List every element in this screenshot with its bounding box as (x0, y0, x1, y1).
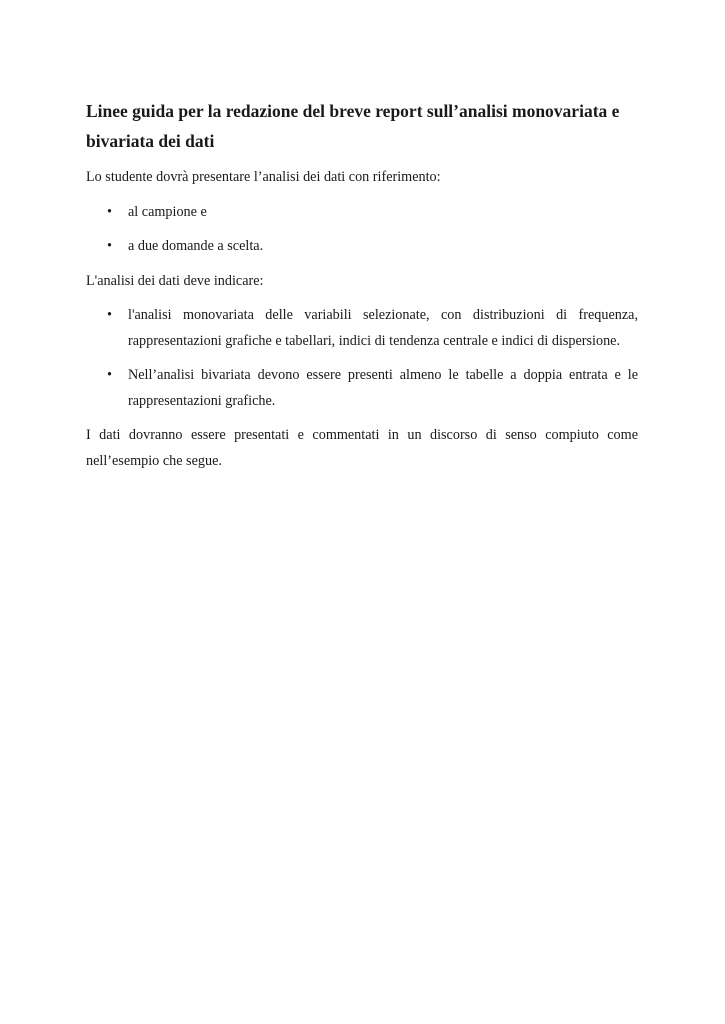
requirements-paragraph: L'analisi dei dati deve indicare: (86, 272, 264, 289)
closing-paragraph: I dati dovranno essere presentati e commentati in un discorso di senso compiuto come nell’esempio che segue. (86, 427, 638, 469)
reference-list (86, 200, 638, 260)
document-body (86, 96, 638, 474)
bullet-icon: • (107, 307, 112, 323)
bullet-icon: • (107, 238, 112, 254)
list-item-text: l'analisi monovariata delle variabili selezionate, con distribuzioni di frequenza, rappresentazioni grafiche e tabellari, indici di tendenza centrale e indici di dispersione. (128, 307, 638, 349)
list-item-text: a due domande a scelta. (128, 238, 264, 254)
list-item (86, 234, 638, 260)
document-title: Linee guida per la redazione del breve report sull’analisi monovariata e bivariata dei dati (86, 101, 620, 151)
bullet-icon: • (107, 367, 112, 383)
intro-paragraph: Lo studente dovrà presentare l’analisi dei dati con riferimento: (86, 169, 441, 185)
list-item (86, 363, 638, 414)
bullet-icon: • (107, 203, 112, 220)
list-item-text: al campione e (128, 203, 207, 220)
list-item (86, 200, 638, 226)
list-item (86, 303, 638, 354)
list-item-text: Nell’analisi bivariata devono essere presenti almeno le tabelle a doppia entrata e le rappresentazioni grafiche. (128, 367, 638, 409)
requirements-list (86, 303, 638, 414)
